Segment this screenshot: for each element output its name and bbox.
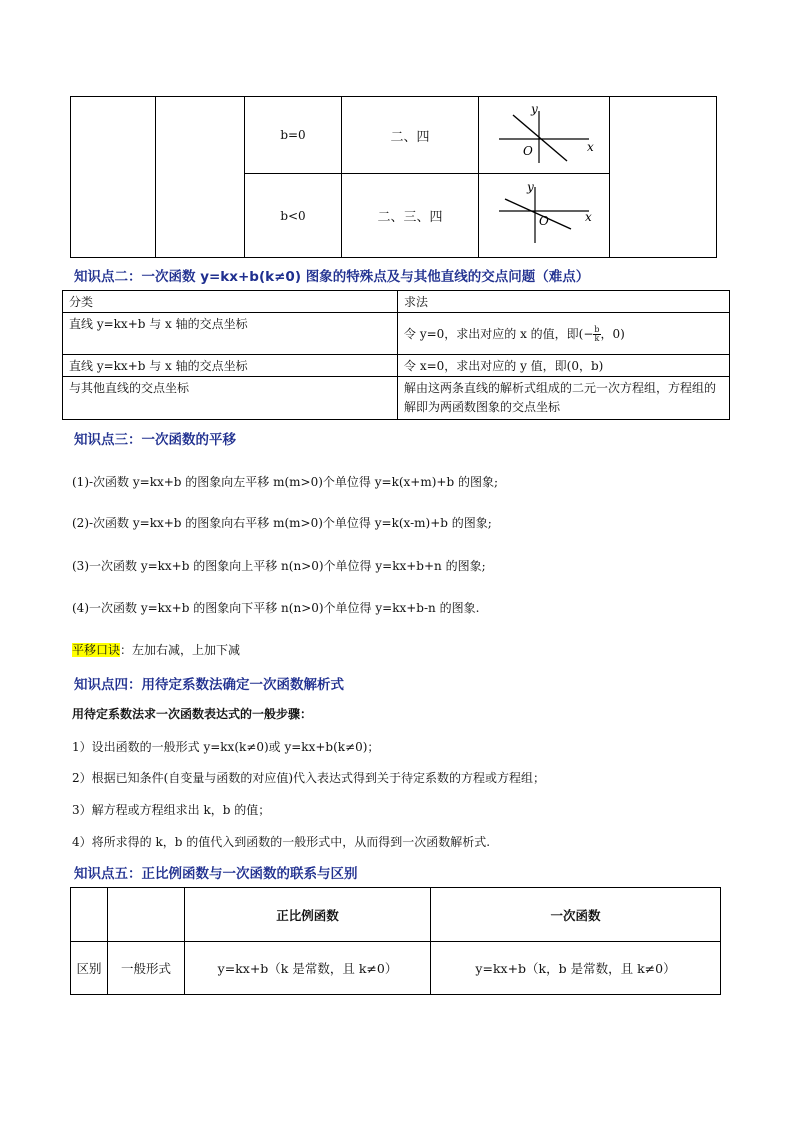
step-item: 2）根据已知条件(自变量与函数的对应值)代入表达式得到关于待定系数的方程或方程组；	[72, 771, 546, 785]
cell-proportional: y=kx+b（k 是常数，且 k≠0）	[185, 942, 431, 995]
svg-text:x: x	[585, 210, 592, 224]
row-category: 直线 y=kx+b 与 x 轴的交点坐标	[63, 313, 398, 355]
shift-rule: (2)-次函数 y=kx+b 的图象向右平移 m(m>0)个单位得 y=k(x-m)+b 的图象;	[72, 516, 492, 530]
condition-cell: b=0	[245, 97, 342, 174]
empty-cell	[610, 97, 717, 258]
section2-title: 知识点二：一次函数 y=kx+b(k≠0) 图象的特殊点及与其他直线的交点问题（难点）	[74, 269, 590, 285]
fraction: $\frac{b}{k}$	[594, 324, 600, 343]
quadrant-cell: 二、三、四	[342, 174, 479, 258]
header-method: 求法	[398, 291, 730, 313]
comparison-table	[70, 887, 721, 995]
row-method: 令 y=0，求出对应的 x 的值，即(− $\frac{b}{k}$ ，0)	[398, 313, 730, 355]
svg-text:y: y	[527, 181, 534, 194]
graph-cell	[479, 97, 610, 174]
graph-b-negative	[489, 181, 599, 247]
row-category: 与其他直线的交点坐标	[63, 377, 398, 420]
col-header-linear: 一次函数	[431, 888, 721, 942]
empty-cell	[156, 97, 245, 258]
section4-subtitle: 用待定系数法求一次函数表达式的一般步骤：	[72, 707, 313, 721]
condition-cell: b<0	[245, 174, 342, 258]
header-category: 分类	[63, 291, 398, 313]
svg-text:x: x	[587, 139, 594, 154]
intersection-table	[62, 290, 730, 420]
empty-cell	[71, 888, 108, 942]
step-item: 4）将所求得的 k，b 的值代入到函数的一般形式中，从而得到一次函数解析式.	[72, 835, 491, 849]
tip-label: 平移口诀	[72, 643, 121, 657]
shift-rule: (4)一次函数 y=kx+b 的图象向下平移 n(n>0)个单位得 y=kx+b-n 的图象.	[72, 601, 480, 615]
shift-tip	[72, 641, 240, 658]
cell-linear: y=kx+b（k，b 是常数，且 k≠0）	[431, 942, 721, 995]
section3-title: 知识点三：一次函数的平移	[74, 432, 236, 448]
row-method: 令 x=0，求出对应的 y 值，即(0，b)	[398, 355, 730, 377]
graph-b-zero	[489, 101, 599, 167]
row-category: 直线 y=kx+b 与 x 轴的交点坐标	[63, 355, 398, 377]
step-item: 1）设出函数的一般形式 y=kx(k≠0)或 y=kx+b(k≠0)；	[72, 740, 380, 754]
section5-title: 知识点五：正比例函数与一次函数的联系与区别	[74, 866, 358, 882]
shift-rule: (3)一次函数 y=kx+b 的图象向上平移 n(n>0)个单位得 y=kx+b+n 的图象;	[72, 559, 486, 573]
row-label: 一般形式	[108, 942, 185, 995]
row-group: 区别	[71, 942, 108, 995]
row-method: 解由这两条直线的解析式组成的二元一次方程组，方程组的解即为两函数图象的交点坐标	[398, 377, 730, 420]
quadrant-cell: 二、四	[342, 97, 479, 174]
section4-title: 知识点四：用待定系数法确定一次函数解析式	[74, 677, 344, 693]
svg-text:y: y	[531, 101, 538, 116]
step-item: 3）解方程或方程组求出 k，b 的值；	[72, 803, 271, 817]
tip-text: ：左加右减，上加下减	[120, 643, 241, 657]
empty-cell	[71, 97, 156, 258]
shift-rule: (1)-次函数 y=kx+b 的图象向左平移 m(m>0)个单位得 y=k(x+m)+b 的图象;	[72, 475, 498, 489]
svg-text:O: O	[539, 214, 549, 228]
empty-cell	[108, 888, 185, 942]
svg-text:O: O	[523, 143, 533, 158]
continuation-table	[70, 96, 717, 258]
col-header-proportional: 正比例函数	[185, 888, 431, 942]
graph-cell	[479, 174, 610, 258]
